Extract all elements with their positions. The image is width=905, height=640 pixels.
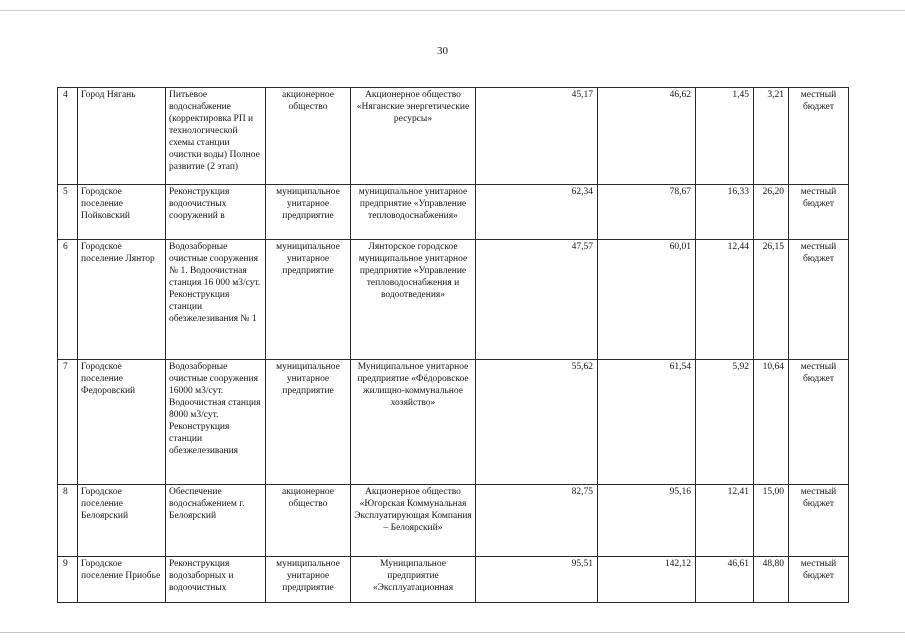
scan-edge-bottom xyxy=(0,632,905,635)
municipality-name: Город Нягань xyxy=(78,88,166,185)
table-row xyxy=(58,240,849,360)
project-object: Реконструкция водозаборных и водоочистных xyxy=(166,557,266,603)
project-object: Водозаборные очистные сооружения № 1. Водоочистная станция 16 000 м3/сут. Реконструкция станции обезжелезивания № 1 xyxy=(166,240,266,360)
value-1: 95,51 xyxy=(476,557,598,603)
municipality-name: Городское поселение Белоярский xyxy=(78,485,166,557)
organization: Акционерное общество «Югорская Коммунальная Эксплуатирующая Компания – Белоярский» xyxy=(351,485,476,557)
municipality-name: Городское поселение Лянтор xyxy=(78,240,166,360)
value-1: 55,62 xyxy=(476,360,598,485)
value-4: 26,15 xyxy=(754,240,789,360)
funding-source: местный бюджет xyxy=(789,485,849,557)
project-object: Обеспечение водоснабжением г. Белоярский xyxy=(166,485,266,557)
table-row xyxy=(58,557,849,603)
table-row xyxy=(58,485,849,557)
organization: Муниципальное предприятие «Эксплуатационная xyxy=(351,557,476,603)
row-number: 5 xyxy=(58,185,78,240)
investment-table xyxy=(57,87,849,603)
project-object: Водозаборные очистные сооружения 16000 м3/сут. Водоочистная станция 8000 м3/сут. Реконструкция станции обезжелезивания xyxy=(166,360,266,485)
municipality-name: Городское поселение Приобье xyxy=(78,557,166,603)
value-3: 46,61 xyxy=(696,557,754,603)
row-number: 6 xyxy=(58,240,78,360)
organization: муниципальное унитарное предприятие «Управление тепловодоснабжения» xyxy=(351,185,476,240)
funding-source: местный бюджет xyxy=(789,240,849,360)
funding-source: местный бюджет xyxy=(789,557,849,603)
value-2: 78,67 xyxy=(598,185,696,240)
legal-form: муниципальное унитарное предприятие xyxy=(266,557,351,603)
row-number: 4 xyxy=(58,88,78,185)
value-2: 61,54 xyxy=(598,360,696,485)
row-number: 7 xyxy=(58,360,78,485)
value-1: 45,17 xyxy=(476,88,598,185)
page-number: 30 xyxy=(437,45,448,57)
value-2: 95,16 xyxy=(598,485,696,557)
legal-form: акционерное общество xyxy=(266,88,351,185)
organization: Муниципальное унитарное предприятие «Фёдоровское жилищно-коммунальное хозяйство» xyxy=(351,360,476,485)
funding-source: местный бюджет xyxy=(789,88,849,185)
row-number: 9 xyxy=(58,557,78,603)
funding-source: местный бюджет xyxy=(789,360,849,485)
value-3: 12,44 xyxy=(696,240,754,360)
row-number: 8 xyxy=(58,485,78,557)
legal-form: муниципальное унитарное предприятие xyxy=(266,360,351,485)
municipality-name: Городское поселение Федоровский xyxy=(78,360,166,485)
value-2: 60,01 xyxy=(598,240,696,360)
value-4: 48,80 xyxy=(754,557,789,603)
table-row xyxy=(58,360,849,485)
value-2: 46,62 xyxy=(598,88,696,185)
value-4: 15,00 xyxy=(754,485,789,557)
funding-source: местный бюджет xyxy=(789,185,849,240)
value-3: 16,33 xyxy=(696,185,754,240)
value-4: 10,64 xyxy=(754,360,789,485)
project-object: Реконструкция водоочистных сооружений в xyxy=(166,185,266,240)
legal-form: акционерное общество xyxy=(266,485,351,557)
scan-edge-top xyxy=(0,10,905,15)
table-row xyxy=(58,185,849,240)
organization: Лянторское городское муниципальное унитарное предприятие «Управление тепловодоснабжения и водоотведения» xyxy=(351,240,476,360)
value-1: 82,75 xyxy=(476,485,598,557)
value-3: 5,92 xyxy=(696,360,754,485)
value-1: 62,34 xyxy=(476,185,598,240)
legal-form: муниципальное унитарное предприятие xyxy=(266,240,351,360)
project-object: Питьевое водоснабжение (корректировка РП и технологической схемы станции очистки воды) Полное развитие (2 этап) xyxy=(166,88,266,185)
value-1: 47,57 xyxy=(476,240,598,360)
municipality-name: Городское поселение Пойковский xyxy=(78,185,166,240)
value-4: 26,20 xyxy=(754,185,789,240)
value-4: 3,21 xyxy=(754,88,789,185)
organization: Акционерное общество «Няганские энергетические ресурсы» xyxy=(351,88,476,185)
value-3: 1,45 xyxy=(696,88,754,185)
value-2: 142,12 xyxy=(598,557,696,603)
table-row xyxy=(58,88,849,185)
value-3: 12,41 xyxy=(696,485,754,557)
legal-form: муниципальное унитарное предприятие xyxy=(266,185,351,240)
